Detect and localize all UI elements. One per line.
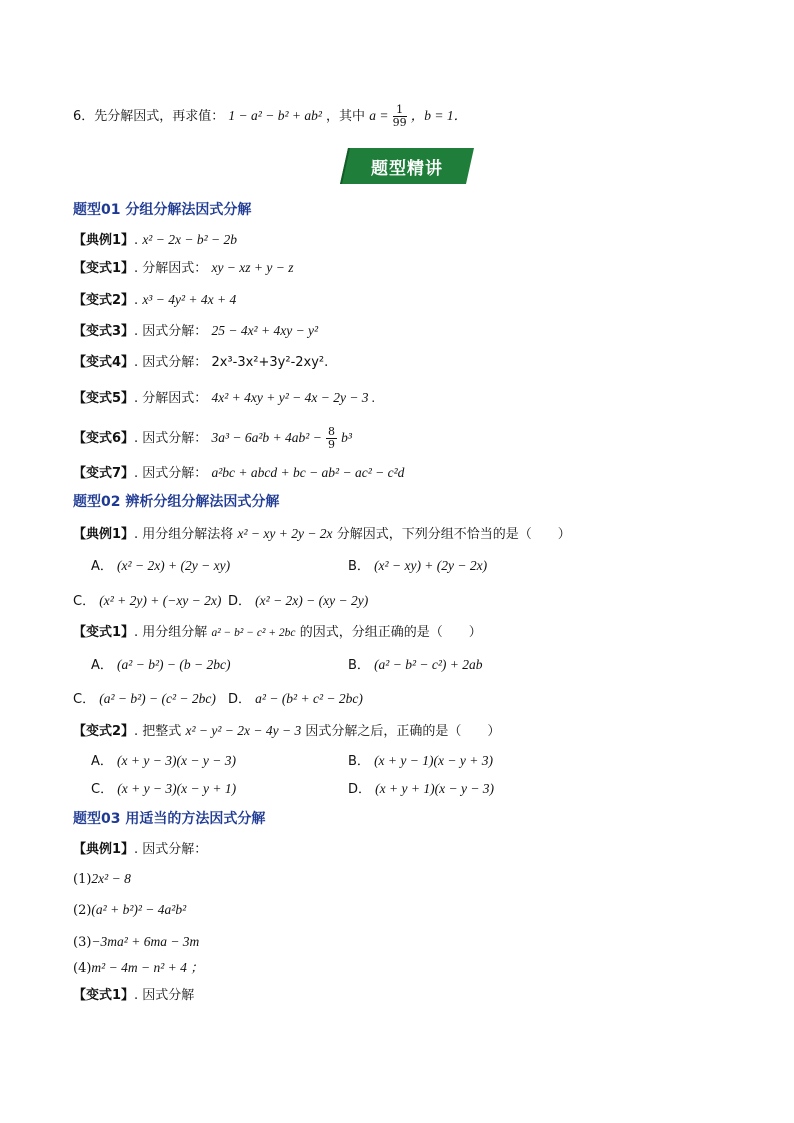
item-tag: 【变式2】 xyxy=(73,724,135,739)
s1-item-7 xyxy=(73,463,404,484)
option-math: (x² − 2x) − (xy − 2y) xyxy=(255,593,369,608)
item-tag: 【变式5】 xyxy=(73,391,135,406)
item-math: x² − y² − 2x − 4y − 3 xyxy=(185,723,302,738)
item-text: . 用分组分解法将 xyxy=(134,527,234,542)
item-math: x³ − 4y² + 4x + 4 xyxy=(142,292,237,307)
item-tag: 【变式1】 xyxy=(73,988,135,1003)
option-label: B． xyxy=(348,559,370,574)
option-label: A． xyxy=(91,658,113,673)
option-label: B． xyxy=(348,658,370,673)
banner-title: 题型精讲 xyxy=(371,158,443,179)
item-tag: 【变式7】 xyxy=(73,466,135,481)
s1-item-3 xyxy=(73,321,318,342)
s3-part-4 xyxy=(73,958,204,979)
item-math: x² − 2x − b² − 2b xyxy=(142,232,237,247)
problem-6-prefix: 6．先分解因式，再求值： xyxy=(73,109,225,124)
option-math: (x + y + 1)(x − y − 3) xyxy=(375,781,495,796)
part-math: 2x² − 8 xyxy=(91,871,131,886)
item-text: . 用分组分解 xyxy=(134,625,208,640)
fraction-numerator: 1 xyxy=(393,104,407,117)
s2-ex1-option-d[interactable] xyxy=(228,591,368,612)
option-math: (x + y − 3)(x − y − 3) xyxy=(117,753,236,768)
s2-var2-question xyxy=(73,721,500,742)
section-1-title: 题型01 分组分解法因式分解 xyxy=(73,202,252,218)
item-text: . 因式分解： xyxy=(134,324,208,339)
item-text: . 因式分解： xyxy=(134,431,208,446)
problem-6-a-eq: a = xyxy=(369,108,389,123)
s2-var1-option-c[interactable] xyxy=(73,689,216,710)
problem-6-mid: ，其中 xyxy=(326,109,366,124)
s2-var1-option-b[interactable] xyxy=(348,655,483,676)
s1-item-4 xyxy=(73,353,328,373)
item-math: 4x² + 4xy + y² − 4x − 2y − 3 . xyxy=(211,390,376,405)
item-text-2: 因式分解之后，正确的是（ ） xyxy=(305,724,501,739)
item-tag: 【典例1】 xyxy=(73,233,135,248)
problem-6 xyxy=(73,104,467,129)
item-tag: 【变式4】 xyxy=(73,355,135,370)
part-label: (4) xyxy=(73,961,92,976)
s2-var1-question xyxy=(73,623,482,643)
option-math: (x² + 2y) + (−xy − 2x) xyxy=(99,593,222,608)
part-math: −3ma² + 6ma − 3m xyxy=(91,934,200,949)
s2-var2-option-c[interactable] xyxy=(91,779,236,800)
s3-part-3 xyxy=(73,932,199,953)
part-math: (a² + b²)² − 4a²b² xyxy=(91,902,187,917)
s1-item-5 xyxy=(73,388,375,409)
s3-var1 xyxy=(73,986,194,1006)
s3-part-1 xyxy=(73,869,131,890)
option-label: B． xyxy=(348,754,370,769)
problem-6-fraction xyxy=(393,104,407,129)
option-math: (x + y − 3)(x − y + 1) xyxy=(117,781,237,796)
option-math: (x + y − 1)(x − y + 3) xyxy=(374,753,493,768)
option-math: (a² − b² − c²) + 2ab xyxy=(374,657,483,672)
s2-ex1-option-b[interactable] xyxy=(348,556,487,577)
item-text: . 因式分解 xyxy=(134,988,195,1003)
option-label: C． xyxy=(91,782,114,797)
item-math: xy − xz + y − z xyxy=(211,260,294,275)
part-math: m² − 4m − n² + 4 ； xyxy=(91,960,204,975)
item-tag: 【变式1】 xyxy=(73,625,135,640)
item-tag: 【典例1】 xyxy=(73,527,135,542)
s2-ex1-option-a[interactable] xyxy=(91,556,230,577)
item-text: . xyxy=(134,233,143,248)
item-text: . 把整式 xyxy=(134,724,182,739)
fraction-denominator: 99 xyxy=(392,116,407,129)
option-math: (a² − b²) − (b − 2bc) xyxy=(117,657,231,672)
option-label: C． xyxy=(73,692,96,707)
item-math: 25 − 4x² + 4xy − y² xyxy=(211,323,319,338)
option-math: (x² − 2x) + (2y − xy) xyxy=(117,558,231,573)
option-math: (a² − b²) − (c² − 2bc) xyxy=(99,691,216,706)
item-math: x² − xy + 2y − 2x xyxy=(237,526,333,541)
s2-var1-option-d[interactable] xyxy=(228,689,363,710)
s2-var2-option-b[interactable] xyxy=(348,751,493,772)
option-math: (x² − xy) + (2y − 2x) xyxy=(374,558,488,573)
s3-part-2 xyxy=(73,900,186,921)
option-label: A． xyxy=(91,559,113,574)
item-fraction xyxy=(326,426,337,451)
part-label: (3) xyxy=(73,935,92,950)
fraction-numerator: 8 xyxy=(327,425,335,438)
s2-var2-option-a[interactable] xyxy=(91,751,236,772)
item-text: . 因式分解： xyxy=(134,355,208,370)
option-label: D． xyxy=(348,782,372,797)
item-text: . xyxy=(134,293,143,308)
item-tag: 【典例1】 xyxy=(73,842,135,857)
item-tag: 【变式6】 xyxy=(73,431,135,446)
fraction-denominator: 9 xyxy=(327,438,335,451)
s2-ex1-option-c[interactable] xyxy=(73,591,221,612)
option-label: C． xyxy=(73,594,96,609)
section-2-title: 题型02 辨析分组分解法因式分解 xyxy=(73,494,280,510)
option-label: D． xyxy=(228,594,252,609)
s2-var1-option-a[interactable] xyxy=(91,655,230,676)
s1-item-0 xyxy=(73,230,237,251)
s1-item-2 xyxy=(73,290,236,311)
option-math: a² − (b² + c² − 2bc) xyxy=(255,691,363,706)
part-label: (1) xyxy=(73,872,92,887)
item-math: a² − b² − c² + 2bc xyxy=(211,627,296,639)
item-text: . 分解因式： xyxy=(134,261,208,276)
item-tag: 【变式1】 xyxy=(73,261,135,276)
s3-ex1 xyxy=(73,840,207,860)
option-label: A． xyxy=(91,754,113,769)
item-tag: 【变式3】 xyxy=(73,324,135,339)
item-math-after: b³ xyxy=(341,430,352,445)
section-3-title: 题型03 用适当的方法因式分解 xyxy=(73,811,266,827)
part-label: (2) xyxy=(73,903,92,918)
item-math: a²bc + abcd + bc − ab² − ac² − c²d xyxy=(211,465,405,480)
problem-6-expression: 1 − a² − b² + ab² xyxy=(228,108,322,123)
s2-var2-option-d[interactable] xyxy=(348,779,494,800)
item-text: . 分解因式： xyxy=(134,391,208,406)
item-math: 2x³-3x²+3y²-2xy². xyxy=(211,355,329,370)
option-label: D． xyxy=(228,692,252,707)
problem-6-b-part: ，b = 1． xyxy=(410,108,468,123)
item-text-2: 分解因式，下列分组不恰当的是（ ） xyxy=(336,527,571,542)
item-tag: 【变式2】 xyxy=(73,293,135,308)
s1-item-1 xyxy=(73,258,294,279)
s1-item-6 xyxy=(73,426,352,451)
s2-ex1-question xyxy=(73,524,571,545)
item-text-2: 的因式，分组正确的是（ ） xyxy=(299,625,482,640)
item-text: . 因式分解： xyxy=(134,466,208,481)
item-math: 3a³ − 6a²b + 4ab² − xyxy=(211,430,322,445)
item-text: . 因式分解： xyxy=(134,842,208,857)
